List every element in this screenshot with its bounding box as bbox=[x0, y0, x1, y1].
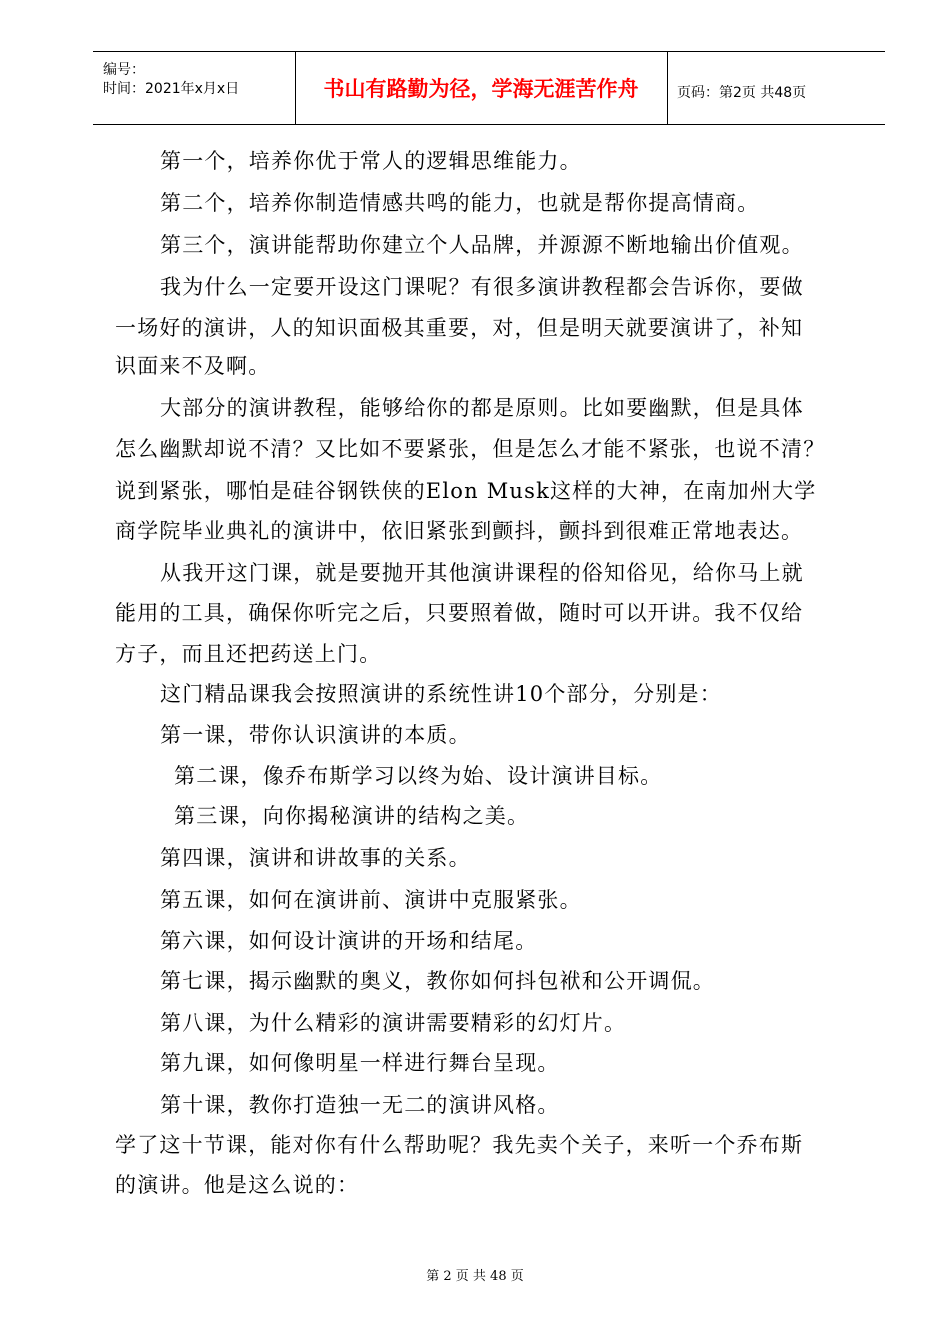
body-line: 我为什么一定要开设这门课呢？有很多演讲教程都会告诉你，要做 bbox=[160, 275, 804, 299]
body-line: 大部分的演讲教程，能够给你的都是原则。比如要幽默，但是具体 bbox=[160, 396, 804, 420]
body-line: 识面来不及啊。 bbox=[115, 354, 271, 378]
body-line: 方子，而且还把药送上门。 bbox=[115, 642, 382, 666]
header-page-info: 页码：第2页 共48页 bbox=[677, 85, 807, 101]
body-line: 商学院毕业典礼的演讲中，依旧紧张到颤抖，颤抖到很难正常地表达。 bbox=[115, 519, 804, 543]
header-bottom-rule bbox=[93, 124, 885, 125]
body-line: 第二课，像乔布斯学习以终为始、设计演讲目标。 bbox=[174, 764, 663, 788]
page-footer: 第 2 页 共 48 页 bbox=[426, 1269, 524, 1284]
body-line: 这门精品课我会按照演讲的系统性讲10个部分，分别是： bbox=[160, 682, 722, 706]
header-number-label: 编号： bbox=[103, 62, 145, 78]
body-line: 学了这十节课，能对你有什么帮助呢？我先卖个关子，来听一个乔布斯 bbox=[115, 1133, 804, 1157]
body-line: 第五课，如何在演讲前、演讲中克服紧张。 bbox=[160, 888, 582, 912]
body-line: 第三个，演讲能帮助你建立个人品牌，并源源不断地输出价值观。 bbox=[160, 233, 804, 257]
body-line: 一场好的演讲，人的知识面极其重要，对，但是明天就要演讲了，补知 bbox=[115, 316, 804, 340]
body-line: 从我开这门课，就是要抛开其他演讲课程的俗知俗见，给你马上就 bbox=[160, 561, 804, 585]
header-time-label: 时间：2021年x月x日 bbox=[103, 81, 240, 97]
header-divider-right bbox=[667, 51, 668, 124]
body-line: 第一课，带你认识演讲的本质。 bbox=[160, 723, 471, 747]
body-line: 第七课，揭示幽默的奥义，教你如何抖包袱和公开调侃。 bbox=[160, 969, 715, 993]
header-top-rule bbox=[93, 51, 885, 52]
body-line: 怎么幽默却说不清？又比如不要紧张，但是怎么才能不紧张，也说不清？ bbox=[115, 437, 826, 461]
body-line: 第八课，为什么精彩的演讲需要精彩的幻灯片。 bbox=[160, 1011, 627, 1035]
body-line: 第十课，教你打造独一无二的演讲风格。 bbox=[160, 1093, 560, 1117]
body-line: 第三课，向你揭秘演讲的结构之美。 bbox=[174, 804, 530, 828]
body-line: 第九课，如何像明星一样进行舞台呈现。 bbox=[160, 1051, 560, 1075]
header-divider-left bbox=[295, 51, 296, 124]
body-line: 第六课，如何设计演讲的开场和结尾。 bbox=[160, 929, 538, 953]
body-line: 第四课，演讲和讲故事的关系。 bbox=[160, 846, 471, 870]
body-line: 的演讲。他是这么说的： bbox=[115, 1173, 360, 1197]
header-motto: 书山有路勤为径，学海无涯苦作舟 bbox=[323, 77, 639, 101]
body-line: 第一个，培养你优于常人的逻辑思维能力。 bbox=[160, 149, 582, 173]
body-line: 第二个，培养你制造情感共鸣的能力，也就是帮你提高情商。 bbox=[160, 191, 760, 215]
body-line: 说到紧张，哪怕是硅谷钢铁侠的Elon Musk这样的大神，在南加州大学 bbox=[115, 479, 817, 503]
body-line: 能用的工具，确保你听完之后，只要照着做，随时可以开讲。我不仅给 bbox=[115, 601, 804, 625]
